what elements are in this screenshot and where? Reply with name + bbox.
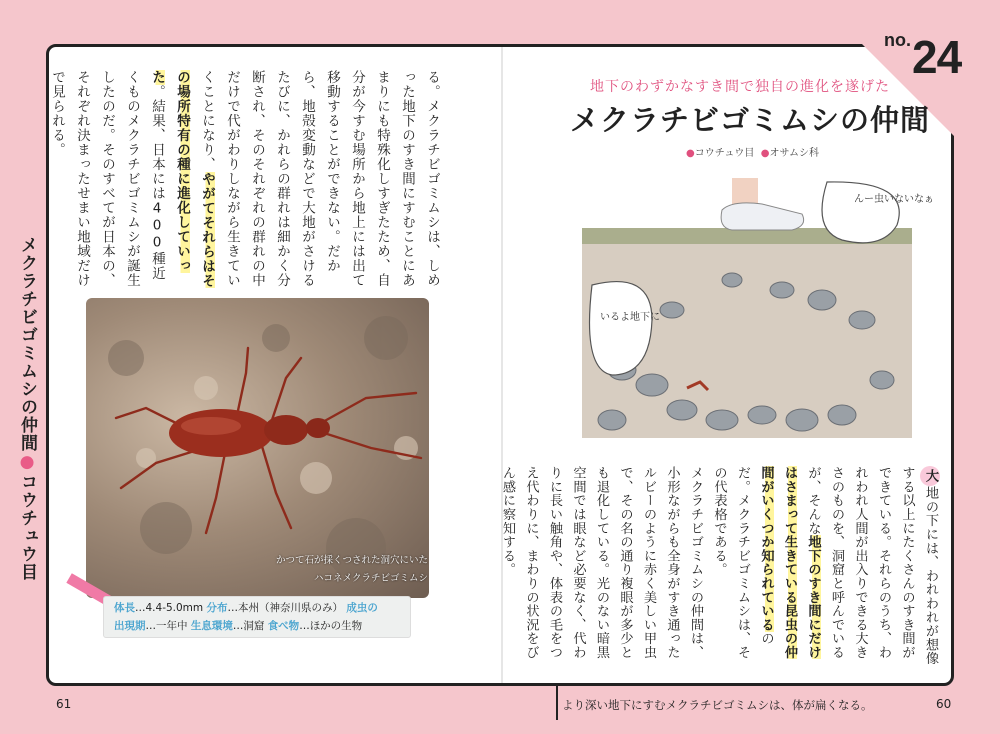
- length-value: …4.4-5.0mm: [135, 602, 204, 614]
- left-body-text: [49, 70, 444, 292]
- habitat-value: …洞窟: [232, 620, 265, 632]
- food-value: …ほかの生物: [299, 620, 363, 632]
- adult-label-2: 出現期: [114, 620, 146, 632]
- range-value: …本州（神奈川県のみ）: [227, 602, 343, 614]
- soil-cross-section-illustration: [582, 170, 934, 452]
- right-body-text: [500, 466, 942, 666]
- species-data-box: [103, 596, 411, 638]
- family-label: オサムシ科: [769, 148, 820, 159]
- adult-label: 成虫の: [346, 602, 378, 614]
- adult-value: …一年中: [145, 620, 188, 632]
- length-label: 体長: [114, 602, 135, 614]
- right-body-para-1b: のだ。メクラチビゴミムシは、その代表格である。: [711, 466, 774, 660]
- range-label: 分布: [206, 602, 228, 614]
- habitat-label: 生息環境: [190, 620, 233, 632]
- drop-cap: 大: [920, 466, 940, 486]
- right-body-para-1: 地の下には、われわれが想像する以上にたくさんのすき間ができている。それらのうち、われわれ人間が出入りできる大きさのものを、洞窟と呼んでいるが、そんな: [805, 466, 938, 666]
- page-title: メクラチビゴミムシの仲間: [570, 103, 931, 137]
- order-label: コウチュウ目: [694, 148, 755, 159]
- left-body-para-1b: 。結果、日本には400種近くものメクラチビゴミムシが誕生したのだ。そのすべてが日本の、それぞれ決まったせまい地域だけで見られる。: [49, 70, 165, 288]
- title-subtitle: 地下のわずかなすき間で独自の進化を遂げた: [590, 79, 890, 95]
- side-title-order: コウチュウ目: [17, 473, 37, 581]
- page-fold: [501, 47, 503, 683]
- photo-caption: [268, 552, 428, 588]
- food-label: 食べ物: [267, 620, 300, 632]
- side-title: [14, 236, 40, 581]
- footer-note: より深い地下にすむメクラチビゴミムシは、体が扁くなる。: [562, 698, 873, 712]
- right-body-para-2: メクラチビゴミムシの仲間は、小形ながらも全身がすき通ったルビーのように赤く美しい甲虫で、その名の通り複眼が多少とも退化している。光のない暗黒空間では眼など必要なく、代わりに長い触角や、体表の毛をつえ代わりに、まわりの状況をびん感に察知する。: [500, 466, 703, 660]
- side-title-dot: ●: [17, 452, 37, 473]
- footer-rule: [556, 686, 558, 720]
- classification-dot-2: ●: [760, 148, 770, 159]
- speech-bubble-top: んー虫いないなぁ: [854, 194, 934, 205]
- page-number-left: 61: [56, 697, 72, 711]
- entry-number: 24: [912, 31, 962, 83]
- classification-dot-1: ●: [686, 148, 695, 159]
- speech-bubble-left: いるよ地下に: [600, 312, 660, 323]
- photo-caption-line-2: ハコネメクラチビゴミムシ: [313, 573, 428, 584]
- photo-caption-line-1: かつて石が採くつされた洞穴にいた: [275, 555, 428, 566]
- classification: [686, 144, 819, 159]
- left-body-para-1a: る。メクラチビゴミムシは、しめった地下のすき間にすむことにあまりにも特殊化しすぎたため、自分が今すむ場所から地上には出て移動することができない。だから、地殻変動などで大地がさけるたびに、かれらの群れは細かく分断され、そのそれぞれの群れの中だけで代がわりしながら生きていくことになり、: [199, 70, 440, 288]
- entry-number-label: no.: [884, 30, 911, 50]
- right-body-highlight: 地下のすき間にだけはさまって生きている昆虫の仲間がいくつか知られている: [758, 466, 821, 660]
- data-row-2: [114, 617, 400, 635]
- left-body-highlight: やがてそれらはその場所特有の種に進化していった: [149, 70, 215, 288]
- side-title-name: メクラチビゴミムシの仲間: [17, 236, 37, 452]
- page-number-right: 60: [936, 697, 952, 711]
- data-row-1: [114, 599, 400, 617]
